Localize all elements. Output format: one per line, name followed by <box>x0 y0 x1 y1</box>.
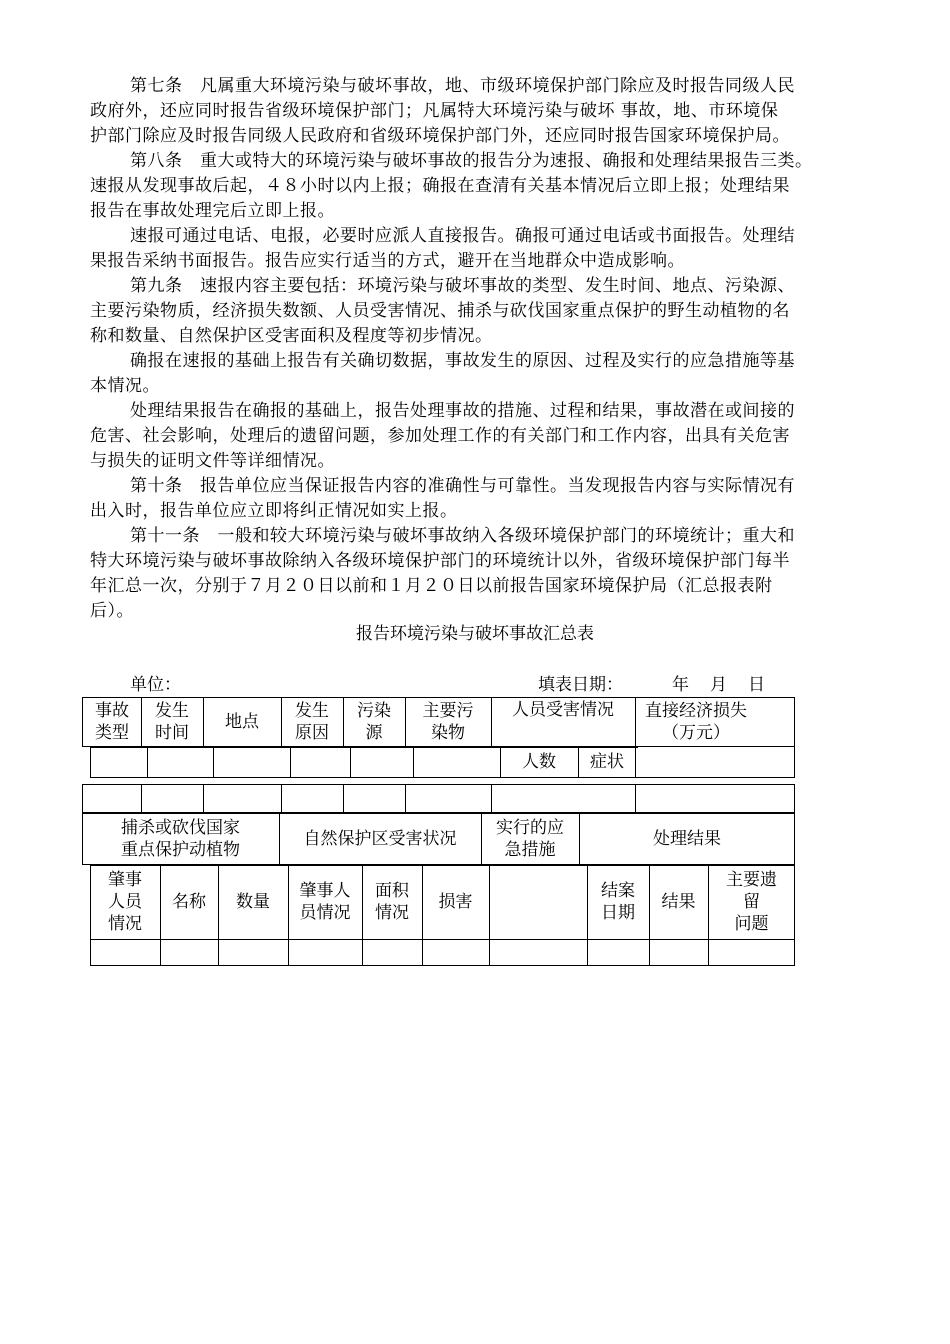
paragraph-line: 特大环境污染与破坏事故除纳入各级环境保护部门的环境统计以外，省级环境保护部门每半 <box>90 551 790 571</box>
col-protected-wildlife: 捕杀或砍伐国家 重点保护动植物 <box>121 818 240 860</box>
col-offender-info-2: 肇事人 员情况 <box>299 881 351 923</box>
paragraph-line: 与损失的证明文件等详细情况。 <box>90 451 335 471</box>
paragraph-line: 政府外，还应同时报告省级环境保护部门；凡属特大环境污染与破坏 事故，地、市环境保 <box>90 101 779 121</box>
col-occur-time: 发生 时间 <box>155 701 189 743</box>
col-cause: 发生 原因 <box>295 701 329 743</box>
paragraph-line: 果报告采纳书面报告。报告应实行适当的方式，避开在当地群众中造成影响。 <box>90 251 685 271</box>
col-main-pollutant: 主要污 染物 <box>422 701 474 743</box>
col-victim-count: 人数 <box>522 752 556 772</box>
col-outcome: 结果 <box>661 892 696 912</box>
col-offender-info: 肇事 人员 情况 <box>108 870 142 934</box>
col-species-name: 名称 <box>172 892 206 912</box>
paragraph-line: 报告在事故处理完后立即上报。 <box>90 201 335 221</box>
date-label: 填表日期： <box>538 675 623 695</box>
paragraph-line: 第八条 重大或特大的环境污染与破坏事故的报告分为速报、确报和处理结果报告三类。 <box>130 151 813 171</box>
col-economic-loss: 直接经济损失 （万元） <box>645 701 747 743</box>
paragraph-line: 称和数量、自然保护区受害面积及程度等初步情况。 <box>90 326 493 346</box>
col-area: 面积 情况 <box>375 881 409 923</box>
paragraph-line: 第十条 报告单位应当保证报告内容的准确性与可靠性。当发现报告内容与实际情况有 <box>130 476 795 496</box>
date-day: 日 <box>748 675 765 695</box>
col-quantity: 数量 <box>236 892 270 912</box>
paragraph-line: 速报从发现事故后起，４８小时以内上报；确报在查清有关基本情况后立即上报；处理结果 <box>90 176 790 196</box>
paragraph-line: 后）。 <box>90 601 134 621</box>
col-accident-type: 事故 类型 <box>95 701 129 743</box>
blank-data-row <box>82 784 795 813</box>
paragraph-line: 速报可通过电话、电报，必要时应派人直接报告。确报可通过电话或书面报告。处理结 <box>130 226 795 246</box>
paragraph-line: 危害、社会影响，处理后的遗留问题，参加处理工作的有关部门和工作内容，出具有关危害 <box>90 426 790 446</box>
col-pollution-source: 污染 源 <box>357 701 391 743</box>
col-location: 地点 <box>225 712 259 732</box>
col-emergency-measures: 实行的应 急措施 <box>496 818 564 860</box>
paragraph-line: 年汇总一次，分别于７月２０日以前和１月２０日以前报告国家环境保护局（汇总报表附 <box>90 576 773 596</box>
col-remaining-issues: 主要遗 留 问题 <box>726 870 777 934</box>
paragraph-line: 第七条 凡属重大环境污染与破坏事故，地、市级环境保护部门除应及时报告同级人民 <box>130 76 795 96</box>
table-title: 报告环境污染与破坏事故汇总表 <box>356 624 594 644</box>
unit-label: 单位： <box>130 675 181 695</box>
date-month: 月 <box>710 675 727 695</box>
paragraph-line: 第九条 速报内容主要包括：环境污染与破坏事故的类型、发生时间、地点、污染源、 <box>130 276 795 296</box>
paragraph-line: 第十一条 一般和较大环境污染与破坏事故纳入各级环境保护部门的环境统计；重大和 <box>130 526 795 546</box>
paragraph-line: 本情况。 <box>90 376 160 396</box>
paragraph-line: 出入时，报告单位应立即将纠正情况如实上报。 <box>90 501 458 521</box>
col-damage: 损害 <box>438 892 473 912</box>
paragraph-line: 处理结果报告在确报的基础上，报告处理事故的措施、过程和结果，事故潜在或间接的 <box>130 401 795 421</box>
paragraph-line: 确报在速报的基础上报告有关确切数据，事故发生的原因、过程及实行的应急措施等基 <box>130 351 795 371</box>
col-victim-symptom: 症状 <box>590 752 624 772</box>
col-close-date: 结案 日期 <box>601 881 635 923</box>
paragraph-line: 主要污染物质，经济损失数额、人员受害情况、捕杀与砍伐国家重点保护的野生动植物的名 <box>90 301 790 321</box>
date-year: 年 <box>672 675 689 695</box>
col-reserve-damage: 自然保护区受害状况 <box>303 829 457 849</box>
paragraph-line: 护部门除应及时报告同级人民政府和省级环境保护部门外，还应同时报告国家环境保护局。 <box>90 126 790 146</box>
col-handling-result: 处理结果 <box>653 829 721 849</box>
col-victims: 人员受害情况 <box>512 700 614 720</box>
